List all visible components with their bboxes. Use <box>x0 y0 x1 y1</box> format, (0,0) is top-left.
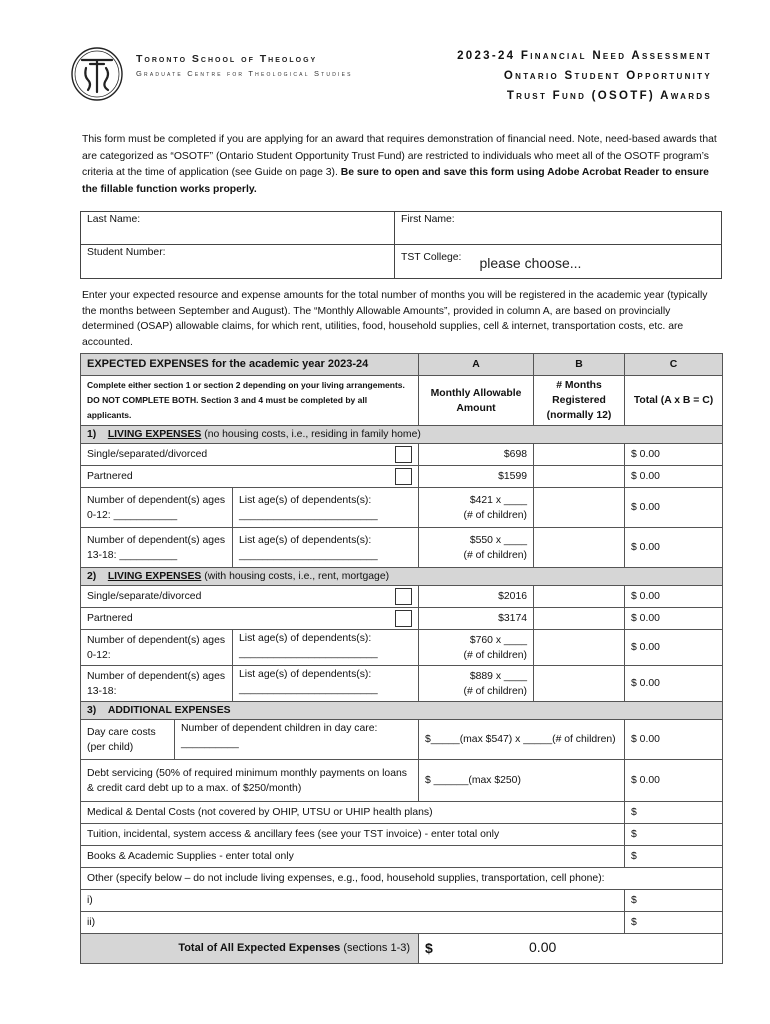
partnered-months-2[interactable] <box>534 608 625 630</box>
dep-0-12-list-2[interactable]: List age(s) of dependents(s): ________________________ <box>233 630 419 666</box>
children-note: (# of children) <box>463 685 528 697</box>
other-label: Other (specify below – do not include living expenses, e.g., food, household supplies, transportation, cell phone): <box>81 868 723 890</box>
total-field[interactable] <box>419 934 723 964</box>
total-dollar-sign: $ <box>425 940 433 956</box>
dep-0-12-amount-2 <box>419 630 534 666</box>
title-line-1: 2023-24 Financial Need Assessment <box>457 50 712 62</box>
intro-paragraph <box>82 132 722 198</box>
col-b-label: # Months Registered (normally 12) <box>534 376 625 426</box>
college-label: TST College: <box>401 252 462 263</box>
instructions-paragraph: Enter your expected resource and expense amounts for the total number of months you will be registered in the academic year (typically the months between September and August). The “Monthly Allowable Amounts”, provided in column A, are based on provincially determined (OSAP) allowable claims, for which rent, utilities, food, household supplies, cell & internet, transportation costs, etc. are accounted. <box>82 290 708 348</box>
dep-0-12-rate-2: $760 x ____ <box>469 634 528 646</box>
first-name-field[interactable] <box>395 212 722 245</box>
dep-0-12-label-2[interactable]: Number of dependent(s) ages 0-12: <box>81 630 233 666</box>
school-name: Toronto School of Theology <box>136 53 318 65</box>
partnered-amount-1: $1599 <box>419 466 534 488</box>
tuition-total[interactable]: $ <box>625 824 723 846</box>
single-row-2 <box>81 586 419 608</box>
dep-13-18-amount-2 <box>419 666 534 702</box>
children-note: (# of children) <box>463 649 528 661</box>
daycare-amount-field[interactable]: $_____(max $547) x _____(# of children) <box>419 720 625 760</box>
total-label: Total of All Expected Expenses <box>178 942 341 954</box>
student-number-label: Student Number: <box>87 247 166 258</box>
dep-13-18-months-2[interactable] <box>534 666 625 702</box>
medical-label: Medical & Dental Costs (not covered by OHIP, UTSU or UHIP health plans) <box>81 802 625 824</box>
daycare-total[interactable]: $ 0.00 <box>625 720 723 760</box>
col-a-label: Monthly Allowable Amount <box>419 376 534 426</box>
first-name-label: First Name: <box>401 214 455 225</box>
expenses-table <box>80 353 723 964</box>
expenses-heading: EXPECTED EXPENSES for the academic year 2023-24 <box>81 354 419 376</box>
debt-label: Debt servicing (50% of required minimum monthly payments on loans & credit card debt up to a max. of $250/month) <box>81 760 419 802</box>
col-c-header: C <box>625 354 723 376</box>
single-label-1: Single/separated/divorced <box>87 448 208 460</box>
children-note: (# of children) <box>463 509 528 521</box>
college-select[interactable]: please choose... <box>479 255 582 271</box>
partnered-months-1[interactable] <box>534 466 625 488</box>
books-total[interactable]: $ <box>625 846 723 868</box>
dep-0-12-label-1[interactable]: Number of dependent(s) ages 0-12: ___________ <box>81 488 233 528</box>
other-item-2[interactable]: ii) <box>81 912 625 934</box>
section-1-header <box>81 426 723 444</box>
books-label: Books & Academic Supplies - enter total only <box>81 846 625 868</box>
partnered-label-2: Partnered <box>87 612 133 624</box>
dep-13-18-rate-1: $550 x ____ <box>469 534 528 546</box>
section-1-title: LIVING EXPENSES <box>107 429 202 440</box>
dep-0-12-total-1[interactable]: $ 0.00 <box>625 488 723 528</box>
dep-0-12-rate-1: $421 x ____ <box>469 494 528 506</box>
partnered-checkbox-2[interactable] <box>395 610 412 627</box>
col-a-header: A <box>419 354 534 376</box>
section-1-number: 1) <box>87 429 97 440</box>
section-instructions: Complete either section 1 or section 2 depending on your living arrangements. DO NOT COMPLETE BOTH. Section 3 and 4 must be completed by all applicants. <box>81 376 419 426</box>
form-title <box>457 46 712 106</box>
partnered-total-2[interactable]: $ 0.00 <box>625 608 723 630</box>
dep-13-18-amount-1 <box>419 528 534 568</box>
partnered-amount-2: $3174 <box>419 608 534 630</box>
dep-0-12-amount-1 <box>419 488 534 528</box>
dep-0-12-list-1[interactable]: List age(s) of dependents(s): ________________________ <box>233 488 419 528</box>
debt-total[interactable]: $ 0.00 <box>625 760 723 802</box>
partnered-label-1: Partnered <box>87 470 133 482</box>
debt-amount-field[interactable]: $ ______(max $250) <box>419 760 625 802</box>
section-3-header <box>81 702 723 720</box>
partnered-row-2 <box>81 608 419 630</box>
single-total-2[interactable]: $ 0.00 <box>625 586 723 608</box>
single-amount-1: $698 <box>419 444 534 466</box>
single-checkbox-2[interactable] <box>395 588 412 605</box>
dep-13-18-list-1[interactable]: List age(s) of dependents(s): ________________________ <box>233 528 419 568</box>
daycare-label: Day care costs (per child) <box>81 720 175 760</box>
last-name-label: Last Name: <box>87 214 141 225</box>
title-line-2: Ontario Student Opportunity <box>503 70 712 82</box>
total-note: (sections 1-3) <box>343 942 411 954</box>
single-months-1[interactable] <box>534 444 625 466</box>
other-item-2-total[interactable]: $ <box>625 912 723 934</box>
form-header <box>70 40 720 110</box>
daycare-children-field[interactable]: Number of dependent children in day care: __________ <box>175 720 419 760</box>
single-total-1[interactable]: $ 0.00 <box>625 444 723 466</box>
section-2-title: LIVING EXPENSES <box>107 571 202 582</box>
dep-0-12-total-2[interactable]: $ 0.00 <box>625 630 723 666</box>
college-field[interactable] <box>395 245 722 279</box>
tst-logo-icon <box>70 46 124 102</box>
dep-13-18-label-1[interactable]: Number of dependent(s) ages 13-18: __________ <box>81 528 233 568</box>
single-months-2[interactable] <box>534 586 625 608</box>
single-label-2: Single/separate/divorced <box>87 590 202 602</box>
other-item-1-total[interactable]: $ <box>625 890 723 912</box>
children-note: (# of children) <box>463 549 528 561</box>
tuition-label: Tuition, incidental, system access & ancillary fees (see your TST invoice) - enter total only <box>81 824 625 846</box>
dep-13-18-total-2[interactable]: $ 0.00 <box>625 666 723 702</box>
dep-13-18-total-1[interactable]: $ 0.00 <box>625 528 723 568</box>
dep-13-18-list-2[interactable]: List age(s) of dependents(s): ________________________ <box>233 666 419 702</box>
section-1-note: (no housing costs, i.e., residing in family home) <box>204 429 421 440</box>
dep-13-18-label-2[interactable]: Number of dependent(s) ages 13-18: <box>81 666 233 702</box>
centre-name: Graduate Centre for Theological Studies <box>136 69 353 78</box>
other-item-1[interactable]: i) <box>81 890 625 912</box>
section-2-note: (with housing costs, i.e., rent, mortgage) <box>204 571 390 582</box>
intro-text: This form must be completed if you are applying for an award that requires demonstration of financial need. Note, need-based awards that are categorized as “OSOTF” (Ontario Student Opportunity Trust Fund) are restricted to individuals who meet all of the OSOTF program’s criteria at the time of application (see Guide on page 3). <box>82 134 717 178</box>
student-info-table <box>80 211 722 279</box>
partnered-checkbox-1[interactable] <box>395 468 412 485</box>
single-row-1 <box>81 444 419 466</box>
partnered-total-1[interactable]: $ 0.00 <box>625 466 723 488</box>
dep-13-18-rate-2: $889 x ____ <box>469 670 528 682</box>
total-value: 0.00 <box>529 939 557 955</box>
section-2-number: 2) <box>87 571 97 582</box>
medical-total[interactable]: $ <box>625 802 723 824</box>
student-number-field[interactable] <box>81 245 395 279</box>
section-2-header <box>81 568 723 586</box>
last-name-field[interactable] <box>81 212 395 245</box>
title-line-3: Trust Fund (OSOTF) Awards <box>506 90 712 102</box>
dep-13-18-months-1[interactable] <box>534 528 625 568</box>
intro-bold-note: Be sure to open and save this form using Adobe Acrobat Reader to ensure the fillable function works properly. <box>82 167 709 195</box>
dep-0-12-months-2[interactable] <box>534 630 625 666</box>
partnered-row-1 <box>81 466 419 488</box>
single-checkbox-1[interactable] <box>395 446 412 463</box>
single-amount-2: $2016 <box>419 586 534 608</box>
section-3-number: 3) <box>87 705 97 716</box>
dep-0-12-months-1[interactable] <box>534 488 625 528</box>
total-label-cell <box>81 934 419 964</box>
col-c-label: Total (A x B = C) <box>625 376 723 426</box>
section-3-title: ADDITIONAL EXPENSES <box>107 705 231 716</box>
col-b-header: B <box>534 354 625 376</box>
